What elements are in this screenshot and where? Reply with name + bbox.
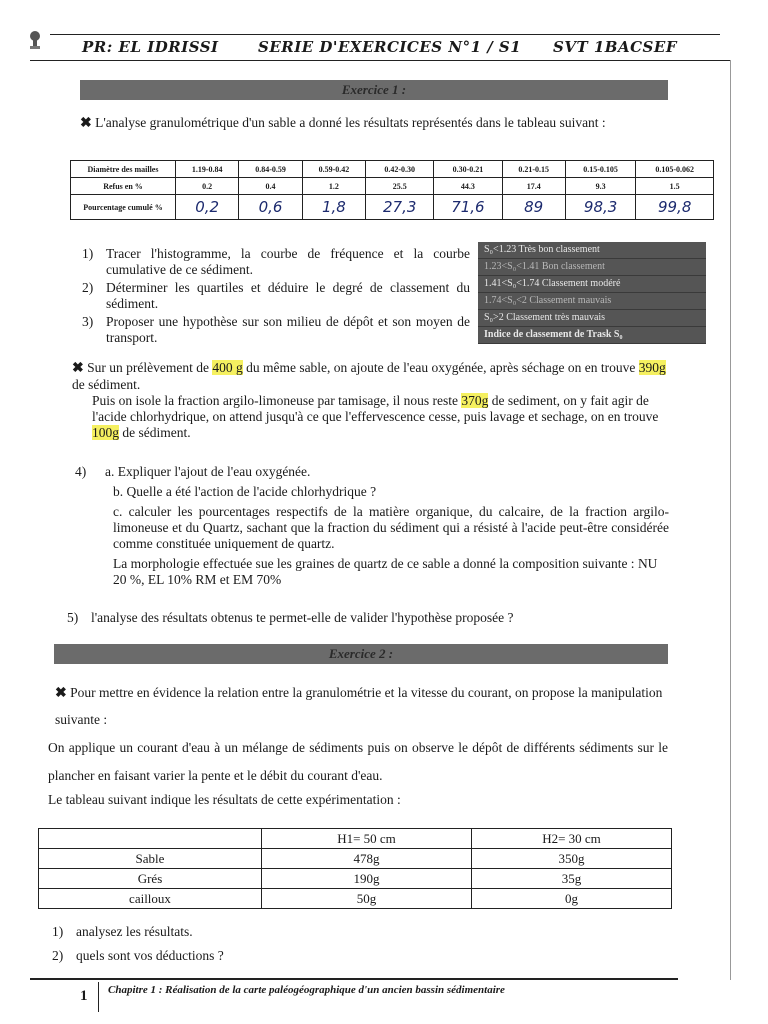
legend-item: S₀<1.23 Très bon classement bbox=[478, 242, 706, 259]
legend-item: Indice de classement de Trask S₀ bbox=[478, 327, 706, 344]
table-cell: 0.84-0.59 bbox=[239, 161, 302, 178]
list-item bbox=[75, 464, 669, 480]
cross-bullet-icon: ✖ bbox=[72, 361, 84, 376]
row-header-refus: Refus en % bbox=[71, 178, 176, 195]
table-cell: 50g bbox=[262, 889, 472, 909]
table-row bbox=[39, 849, 672, 869]
header-top-rule bbox=[50, 34, 720, 35]
text-span: Puis on isole la fraction argilo-limoneuse par tamisage, il nous reste bbox=[92, 393, 462, 408]
granulometry-table bbox=[70, 160, 714, 220]
exercise-2-banner: Exercice 2 : bbox=[54, 644, 668, 664]
footer-chapter: Chapitre 1 : Réalisation de la carte paléogéographique d'un ancien bassin sédimentaire bbox=[108, 984, 505, 996]
table-cell: 0.2 bbox=[176, 178, 239, 195]
handwritten-cell: 98,3 bbox=[565, 195, 635, 220]
header-author: PR: EL IDRISSI bbox=[82, 38, 219, 56]
question-text: l'analyse des résultats obtenus te permet-elle de valider l'hypothèse proposée ? bbox=[91, 610, 514, 625]
table-cell bbox=[39, 829, 262, 849]
list-item: La morphologie effectuée sue les graines de quartz de ce sable a donné la composition suivante : NU 20 %, EL 10% RM et EM 70% bbox=[113, 556, 658, 587]
text-span: de sédiment. bbox=[119, 425, 191, 440]
column-header: H2= 30 cm bbox=[472, 829, 672, 849]
table-cell: 25.5 bbox=[366, 178, 434, 195]
footer-rule bbox=[30, 978, 678, 980]
table-cell: 478g bbox=[262, 849, 472, 869]
question-5 bbox=[67, 610, 667, 626]
table-row bbox=[39, 829, 672, 849]
table-cell: 17.4 bbox=[502, 178, 565, 195]
handwritten-cell: 1,8 bbox=[302, 195, 365, 220]
table-cell: 350g bbox=[472, 849, 672, 869]
exercise-1-paragraph-2 bbox=[72, 360, 670, 441]
list-item bbox=[82, 246, 470, 278]
table-cell: 9.3 bbox=[565, 178, 635, 195]
legend-item: 1.41<S₀<1.74 Classement modéré bbox=[478, 276, 706, 293]
header-bottom-rule bbox=[30, 60, 730, 61]
question-number: 5) bbox=[67, 610, 79, 625]
table-row bbox=[71, 178, 714, 195]
table-cell: 190g bbox=[262, 869, 472, 889]
paragraph-line bbox=[72, 360, 670, 393]
question-number: 3) bbox=[82, 314, 94, 329]
table-cell: 0.59-0.42 bbox=[302, 161, 365, 178]
table-cell: 44.3 bbox=[434, 178, 502, 195]
table-cell: 0.15-0.105 bbox=[565, 161, 635, 178]
question-number: 2) bbox=[82, 280, 94, 295]
table-row bbox=[71, 195, 714, 220]
header-level: SVT 1BACSEF bbox=[553, 38, 677, 56]
table-cell: 0.30-0.21 bbox=[434, 161, 502, 178]
exercise-1-intro-text: L'analyse granulométrique d'un sable a donné les résultats représentés dans le tableau suivant : bbox=[95, 115, 606, 130]
table-row bbox=[71, 161, 714, 178]
question-text: Tracer l'histogramme, la courbe de fréquence et la courbe cumulative de ce sédiment. bbox=[106, 246, 470, 277]
header-series: SERIE D'EXERCICES N°1 / S1 bbox=[258, 38, 522, 56]
row-header-cumule: Pourcentage cumulé % bbox=[71, 195, 176, 220]
table-cell: 1.19-0.84 bbox=[176, 161, 239, 178]
table-cell: 0g bbox=[472, 889, 672, 909]
row-label: Grés bbox=[39, 869, 262, 889]
question-number: 1) bbox=[82, 246, 94, 261]
question-number: 2) bbox=[52, 948, 64, 963]
table-row bbox=[39, 889, 672, 909]
table-cell: 35g bbox=[472, 869, 672, 889]
handwritten-cell: 0,2 bbox=[176, 195, 239, 220]
highlight: 100g bbox=[92, 425, 119, 440]
exercise-1-banner: Exercice 1 : bbox=[80, 80, 668, 100]
question-text: Déterminer les quartiles et déduire le degré de classement du sédiment. bbox=[106, 280, 470, 311]
pin-icon bbox=[28, 30, 42, 52]
experiment-table bbox=[38, 828, 672, 909]
list-item bbox=[52, 948, 652, 964]
exercise-1-intro bbox=[80, 115, 670, 132]
question-text: a. Expliquer l'ajout de l'eau oxygénée. bbox=[105, 464, 311, 479]
list-item: b. Quelle a été l'action de l'acide chlorhydrique ? bbox=[113, 484, 377, 499]
table-cell: 0.42-0.30 bbox=[366, 161, 434, 178]
table-row bbox=[39, 869, 672, 889]
highlight: 390g bbox=[638, 360, 666, 375]
table-cell: 0.21-0.15 bbox=[502, 161, 565, 178]
text-span: du même sable, on ajoute de l'eau oxygénée, après séchage on en trouve bbox=[242, 360, 639, 375]
table-cell: 0.4 bbox=[239, 178, 302, 195]
cross-bullet-icon: ✖ bbox=[80, 116, 92, 131]
list-item: c. calculer les pourcentages respectifs de la matière organique, du calcaire, de la fraction argilo-limoneuse et du Quartz, sachant que la fraction du sédiment qui a résisté à l'acide peut-être considérée comme constituée uniquement de quartz. bbox=[113, 504, 669, 551]
handwritten-cell: 89 bbox=[502, 195, 565, 220]
cross-bullet-icon: ✖ bbox=[55, 686, 67, 701]
list-item bbox=[52, 924, 652, 940]
exercise-2-questions bbox=[52, 924, 652, 964]
question-text: analysez les résultats. bbox=[76, 924, 193, 939]
exercise-2-paragraph: On applique un courant d'eau à un mélange de sédiments puis on observe le dépôt de différents sédiments sur le plancher en faisant varier la pente et le débit du courant d'eau. bbox=[48, 740, 668, 783]
handwritten-cell: 99,8 bbox=[636, 195, 714, 220]
text-span: de sediment, on y fait agir de l'acide chlorhydrique, on attend jusqu'à ce que l'effervescence cesse, puis lavage et sechage, on en trouve bbox=[92, 393, 659, 424]
list-item bbox=[82, 314, 470, 346]
legend-item: S₀>2 Classement très mauvais bbox=[478, 310, 706, 327]
handwritten-cell: 71,6 bbox=[434, 195, 502, 220]
legend-item: 1.23<S₀<1.41 Bon classement bbox=[478, 259, 706, 276]
table-cell: 1.5 bbox=[636, 178, 714, 195]
footer-divider bbox=[98, 982, 99, 1012]
handwritten-cell: 0,6 bbox=[239, 195, 302, 220]
question-text: quels sont vos déductions ? bbox=[76, 948, 224, 963]
exercise-2-intro bbox=[55, 680, 667, 733]
highlight: 370g bbox=[461, 393, 489, 408]
handwritten-cell: 27,3 bbox=[366, 195, 434, 220]
exercise-2-lead: Le tableau suivant indique les résultats de cette expérimentation : bbox=[48, 792, 401, 807]
question-text: Proposer une hypothèse sur son milieu de dépôt et son moyen de transport. bbox=[106, 314, 470, 345]
text-span: Sur un prélèvement de bbox=[87, 360, 213, 375]
column-header: H1= 50 cm bbox=[262, 829, 472, 849]
highlight: 400 g bbox=[212, 360, 243, 375]
text-span: de sédiment. bbox=[72, 377, 141, 392]
row-label: cailloux bbox=[39, 889, 262, 909]
legend-item: 1.74<S₀<2 Classement mauvais bbox=[478, 293, 706, 310]
row-label: Sable bbox=[39, 849, 262, 869]
text-span: Pour mettre en évidence la relation entre la granulométrie et la vitesse du courant, on propose la manipulation suivante : bbox=[55, 685, 663, 727]
table-cell: 0.105-0.062 bbox=[636, 161, 714, 178]
row-header-diameter: Diamètre des mailles bbox=[71, 161, 176, 178]
trask-legend bbox=[478, 242, 706, 344]
question-number: 4) bbox=[75, 464, 87, 479]
list-item bbox=[82, 280, 470, 312]
right-margin-line bbox=[730, 60, 731, 980]
paragraph-line bbox=[72, 393, 670, 441]
exercise-1-questions bbox=[82, 246, 470, 346]
question-4 bbox=[75, 464, 669, 588]
table-cell: 1.2 bbox=[302, 178, 365, 195]
question-number: 1) bbox=[52, 924, 64, 939]
footer-page-number: 1 bbox=[80, 988, 88, 1004]
